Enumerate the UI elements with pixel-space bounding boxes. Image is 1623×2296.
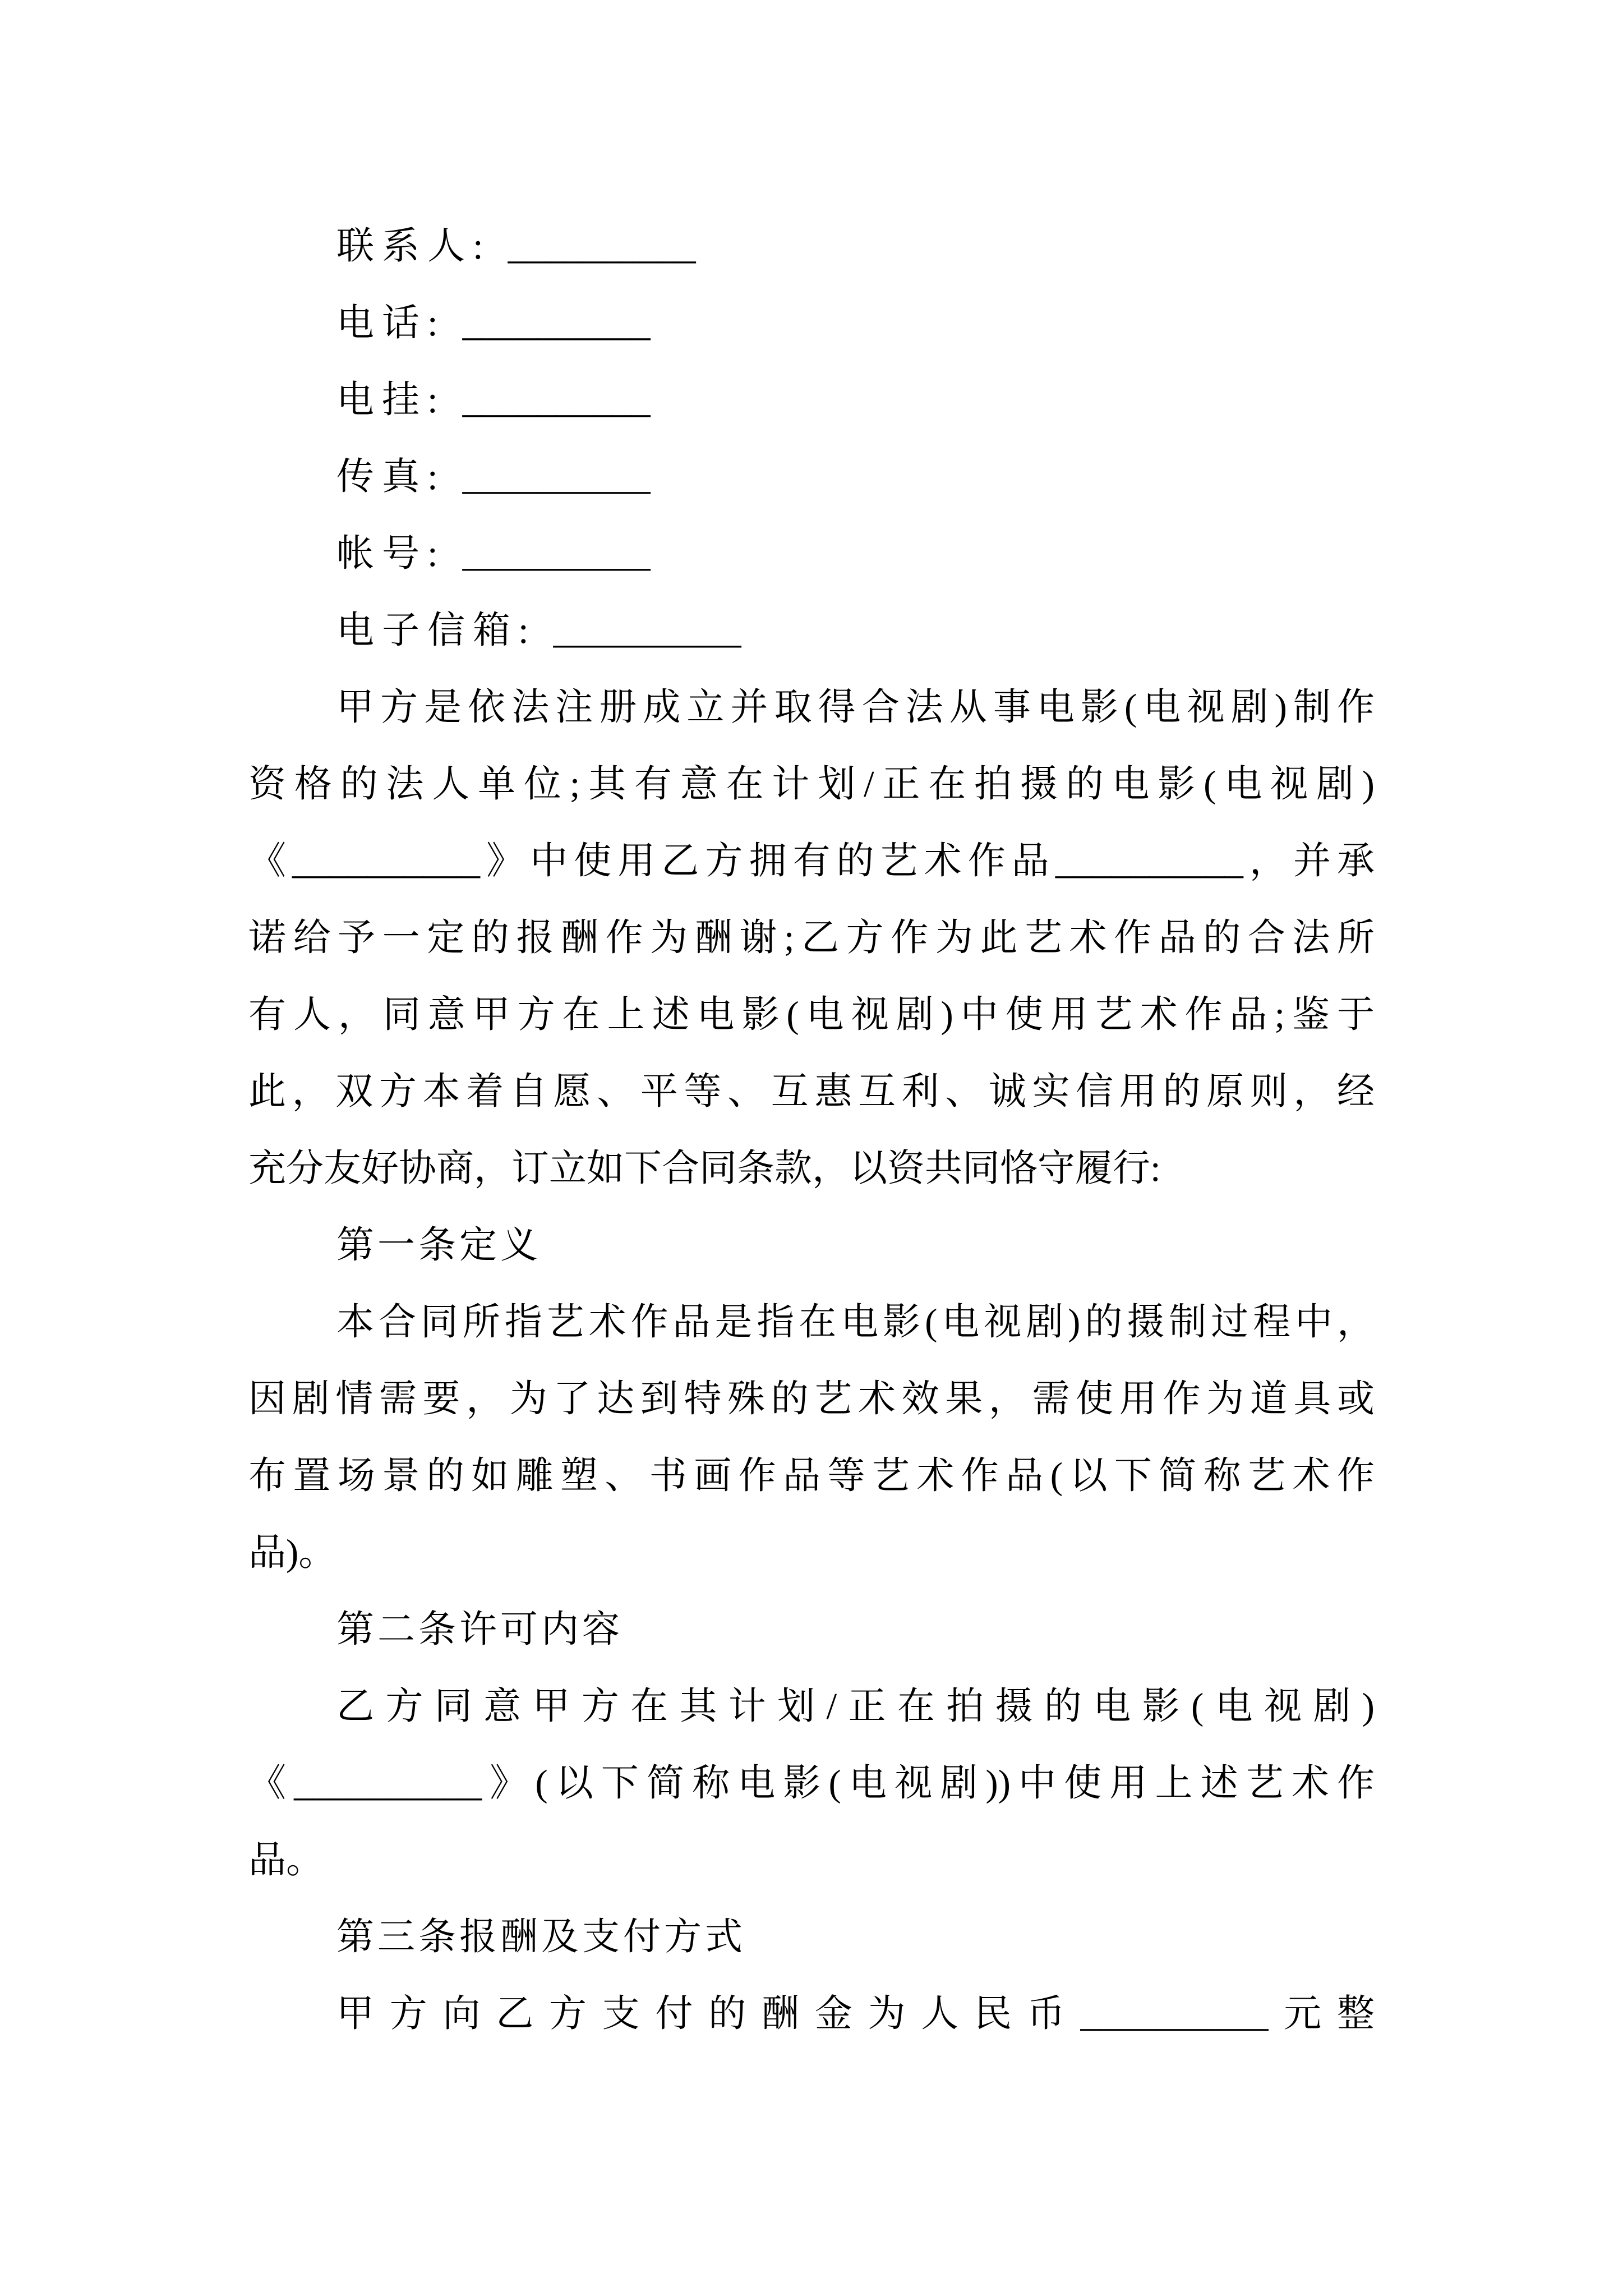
- preamble-line-6: 此，双方本着自愿、平等、互惠互利、诚实信用的原则，经: [248, 1071, 1375, 1112]
- account-number-label: 帐号:: [336, 533, 446, 574]
- cable-address-label: 电挂:: [336, 379, 446, 421]
- account-number-blank-underline: __________: [462, 533, 651, 574]
- article-1-line-4: 品)。: [248, 1532, 336, 1573]
- contact-person-label: 联系人:: [336, 226, 491, 267]
- article-3-line-1: 甲方向乙方支付的酬金为人民币__________元整: [336, 1993, 1375, 2035]
- email-label: 电子信箱:: [336, 610, 537, 651]
- field-line-contact-person: [248, 208, 1375, 285]
- article-1-line-2: 因剧情需要，为了达到特殊的艺术效果，需使用作为道具或: [248, 1378, 1375, 1420]
- article-2-line-1: 乙方同意甲方在其计划/正在拍摄的电影(电视剧): [336, 1686, 1375, 1727]
- heading-article-2: 第二条许可内容: [336, 1609, 623, 1650]
- field-line-fax: [248, 439, 1375, 516]
- phone-label: 电话:: [336, 302, 446, 344]
- preamble-line-1: 甲方是依法注册成立并取得合法从事电影(电视剧)制作: [336, 687, 1375, 728]
- preamble-line-5: 有人，同意甲方在上述电影(电视剧)中使用艺术作品;鉴于: [248, 994, 1375, 1036]
- preamble-line-7: 充分友好协商，订立如下合同条款，以资共同恪守履行:: [248, 1148, 1161, 1189]
- article-1-line-1: 本合同所指艺术作品是指在电影(电视剧)的摄制过程中，: [336, 1301, 1375, 1343]
- fax-label: 传真:: [336, 456, 446, 498]
- article-2-line-3: 品。: [248, 1839, 324, 1881]
- contract-text-block: [248, 208, 1375, 2053]
- preamble-line-3: 《__________》中使用乙方拥有的艺术作品__________，并承: [248, 840, 1375, 882]
- heading-article-1: 第一条定义: [336, 1225, 541, 1266]
- field-line-phone: [248, 285, 1375, 362]
- contact-person-blank-underline: __________: [508, 226, 696, 267]
- field-line-cable-address: [248, 362, 1375, 439]
- field-line-email: [248, 592, 1375, 669]
- fax-blank-underline: __________: [462, 456, 651, 498]
- preamble-line-2: 资格的法人单位;其有意在计划/正在拍摄的电影(电视剧): [248, 763, 1375, 805]
- field-line-account-number: [248, 516, 1375, 592]
- heading-article-3: 第三条报酬及支付方式: [336, 1916, 746, 1958]
- email-blank-underline: __________: [553, 610, 741, 651]
- article-2-line-2: 《__________》(以下简称电影(电视剧))中使用上述艺术作: [248, 1763, 1375, 1804]
- phone-blank-underline: __________: [462, 302, 651, 344]
- cable-address-blank-underline: __________: [462, 379, 651, 421]
- article-1-line-3: 布置场景的如雕塑、书画作品等艺术作品(以下简称艺术作: [248, 1455, 1375, 1497]
- preamble-line-4: 诺给予一定的报酬作为酬谢;乙方作为此艺术作品的合法所: [248, 917, 1375, 959]
